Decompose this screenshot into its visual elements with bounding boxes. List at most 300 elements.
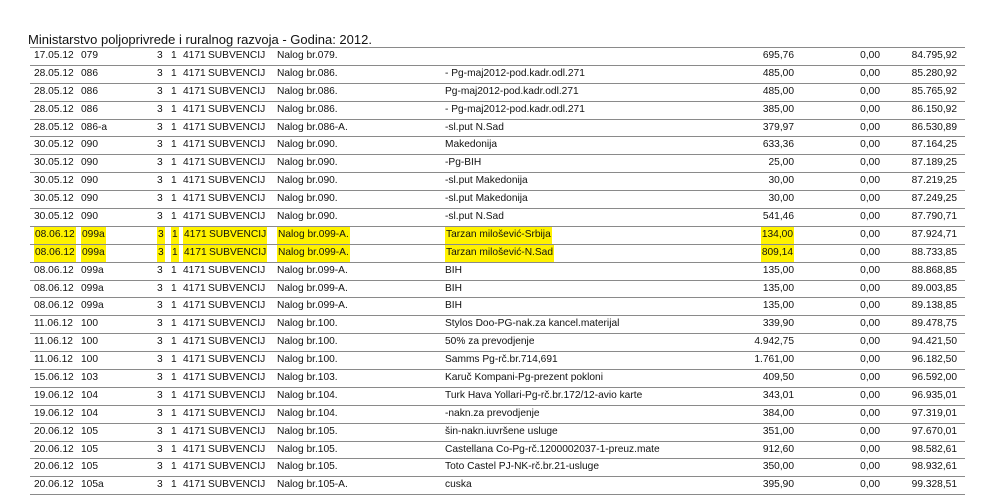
amount: 339,90 xyxy=(762,318,794,330)
entry-number: 090 xyxy=(81,175,98,187)
account-type: SUBVENCIJ xyxy=(208,264,266,276)
running-total: 84.795,92 xyxy=(911,50,957,61)
running-total: 98.582,61 xyxy=(911,443,957,455)
amount: 351,00 xyxy=(762,425,794,437)
class-code: 3 xyxy=(157,461,163,473)
amount: 395,90 xyxy=(762,479,794,491)
account-code: 4171 xyxy=(183,264,206,276)
class-code: 3 xyxy=(157,157,163,169)
account-code: 4171 xyxy=(183,103,206,115)
description: -sl.put N.Sad xyxy=(445,121,504,133)
sub-code: 1 xyxy=(171,300,177,312)
amount: 385,00 xyxy=(762,103,794,115)
amount: 4.942,75 xyxy=(754,336,794,348)
account-code: 4171 xyxy=(183,318,206,330)
payment-order: Nalog br.086. xyxy=(277,67,338,79)
table-row xyxy=(30,388,965,406)
entry-date: 30.05.12 xyxy=(34,175,74,187)
entry-date: 28.05.12 xyxy=(34,121,74,133)
description: Pg-maj2012-pod.kadr.odl.271 xyxy=(445,85,579,97)
entry-date: 30.05.12 xyxy=(34,139,74,151)
account-code: 4171 xyxy=(183,67,206,79)
credit-amount: 0,00 xyxy=(860,389,880,401)
account-type: SUBVENCIJ xyxy=(208,300,266,312)
account-code: 4171 xyxy=(183,354,206,366)
amount: 135,00 xyxy=(762,282,794,294)
sub-code: 1 xyxy=(171,461,177,473)
description: Samms Pg-rč.br.714,691 xyxy=(445,354,558,366)
entry-number: 099a xyxy=(81,300,104,312)
credit-amount: 0,00 xyxy=(860,175,880,187)
payment-order: Nalog br.100. xyxy=(277,354,338,366)
running-total: 86.530,89 xyxy=(911,121,957,133)
account-type: SUBVENCIJ xyxy=(208,50,266,61)
entry-number: 100 xyxy=(81,354,98,366)
table-row xyxy=(30,406,965,424)
sub-code: 1 xyxy=(171,479,177,491)
description: Toto Castel PJ-NK-rč.br.21-usluge xyxy=(445,461,600,473)
table-row xyxy=(30,370,965,388)
table-row xyxy=(30,263,965,281)
running-total: 88.733,85 xyxy=(911,246,957,258)
entry-date: 19.06.12 xyxy=(34,407,74,419)
table-row xyxy=(30,477,965,495)
sub-code: 1 xyxy=(171,175,177,187)
description: cuska xyxy=(445,479,472,491)
amount: 485,00 xyxy=(762,85,794,97)
running-total: 99.328,51 xyxy=(911,479,957,491)
sub-code: 1 xyxy=(171,103,177,115)
credit-amount: 0,00 xyxy=(860,246,880,258)
payment-order: Nalog br.090. xyxy=(277,139,338,151)
amount: 409,50 xyxy=(762,372,794,384)
amount: 30,00 xyxy=(768,193,794,205)
entry-number: 105 xyxy=(81,425,98,437)
description: -Pg-BIH xyxy=(445,157,482,169)
description: Tarzan milošević-Srbija xyxy=(445,227,552,244)
description: -sl.put Makedonija xyxy=(445,175,528,187)
entry-number: 090 xyxy=(81,139,98,151)
amount: 379,97 xyxy=(762,121,794,133)
entry-date: 17.05.12 xyxy=(34,50,74,61)
credit-amount: 0,00 xyxy=(860,228,880,240)
entry-date: 28.05.12 xyxy=(34,103,74,115)
class-code: 3 xyxy=(157,227,165,244)
amount: 485,00 xyxy=(762,67,794,79)
running-total: 87.164,25 xyxy=(911,139,957,151)
class-code: 3 xyxy=(157,282,163,294)
class-code: 3 xyxy=(157,443,163,455)
running-total: 85.280,92 xyxy=(911,67,957,79)
class-code: 3 xyxy=(157,264,163,276)
description: -sl.put N.Sad xyxy=(445,211,504,223)
table-row xyxy=(30,316,965,334)
running-total: 98.932,61 xyxy=(911,461,957,473)
class-code: 3 xyxy=(157,245,165,262)
running-total: 89.138,85 xyxy=(911,300,957,312)
class-code: 3 xyxy=(157,175,163,187)
account-type: SUBVENCIJ xyxy=(208,103,266,115)
account-type: SUBVENCIJ xyxy=(208,139,266,151)
account-type: SUBVENCIJ xyxy=(208,245,267,262)
credit-amount: 0,00 xyxy=(860,461,880,473)
table-row xyxy=(30,424,965,442)
entry-number: 090 xyxy=(81,211,98,223)
payment-order: Nalog br.086. xyxy=(277,103,338,115)
payment-order: Nalog br.099-A. xyxy=(277,227,350,244)
account-type: SUBVENCIJ xyxy=(208,193,266,205)
amount: 343,01 xyxy=(762,389,794,401)
class-code: 3 xyxy=(157,103,163,115)
description: 50% za prevodjenje xyxy=(445,336,535,348)
entry-date: 11.06.12 xyxy=(34,336,73,348)
running-total: 96.182,50 xyxy=(911,354,957,366)
credit-amount: 0,00 xyxy=(860,50,880,61)
account-code: 4171 xyxy=(183,139,206,151)
class-code: 3 xyxy=(157,425,163,437)
account-type: SUBVENCIJ xyxy=(208,372,266,384)
amount: 135,00 xyxy=(762,300,794,312)
sub-code: 1 xyxy=(171,372,177,384)
credit-amount: 0,00 xyxy=(860,372,880,384)
entry-number: 099a xyxy=(81,227,106,244)
payment-order: Nalog br.100. xyxy=(277,318,338,330)
table-row xyxy=(30,209,965,227)
description: Stylos Doo-PG-nak.za kancel.materijal xyxy=(445,318,620,330)
sub-code: 1 xyxy=(171,407,177,419)
account-type: SUBVENCIJ xyxy=(208,479,266,491)
description: BIH xyxy=(445,264,462,276)
class-code: 3 xyxy=(157,300,163,312)
entry-number: 105 xyxy=(81,461,98,473)
entry-date: 11.06.12 xyxy=(34,354,73,366)
class-code: 3 xyxy=(157,372,163,384)
account-type: SUBVENCIJ xyxy=(208,407,266,419)
account-type: SUBVENCIJ xyxy=(208,443,266,455)
amount: 350,00 xyxy=(762,461,794,473)
account-type: SUBVENCIJ xyxy=(208,67,266,79)
table-row xyxy=(30,191,965,209)
account-type: SUBVENCIJ xyxy=(208,121,266,133)
entry-date: 28.05.12 xyxy=(34,85,74,97)
entry-number: 104 xyxy=(81,407,98,419)
account-type: SUBVENCIJ xyxy=(208,175,266,187)
ledger-table xyxy=(30,47,965,495)
credit-amount: 0,00 xyxy=(860,300,880,312)
running-total: 97.319,01 xyxy=(911,407,957,419)
credit-amount: 0,00 xyxy=(860,282,880,294)
description: -nakn.za prevodjenje xyxy=(445,407,540,419)
payment-order: Nalog br.105-A. xyxy=(277,479,348,491)
sub-code: 1 xyxy=(171,443,177,455)
running-total: 96.935,01 xyxy=(911,389,957,401)
table-row xyxy=(30,442,965,460)
credit-amount: 0,00 xyxy=(860,193,880,205)
account-type: SUBVENCIJ xyxy=(208,318,266,330)
entry-date: 08.06.12 xyxy=(34,245,76,262)
entry-date: 15.06.12 xyxy=(34,372,74,384)
sub-code: 1 xyxy=(171,264,177,276)
payment-order: Nalog br.099-A. xyxy=(277,300,348,312)
account-code: 4171 xyxy=(183,372,206,384)
entry-number: 100 xyxy=(81,318,98,330)
account-code: 4171 xyxy=(183,407,206,419)
payment-order: Nalog br.099-A. xyxy=(277,245,350,262)
credit-amount: 0,00 xyxy=(860,354,880,366)
amount: 1.761,00 xyxy=(754,354,794,366)
payment-order: Nalog br.099-A. xyxy=(277,282,348,294)
class-code: 3 xyxy=(157,479,163,491)
account-code: 4171 xyxy=(183,300,206,312)
payment-order: Nalog br.103. xyxy=(277,372,338,384)
table-row xyxy=(30,298,965,316)
entry-number: 086 xyxy=(81,85,98,97)
account-type: SUBVENCIJ xyxy=(208,227,267,244)
amount: 135,00 xyxy=(762,264,794,276)
entry-date: 20.06.12 xyxy=(34,461,74,473)
account-code: 4171 xyxy=(183,211,206,223)
account-code: 4171 xyxy=(183,85,206,97)
account-code: 4171 xyxy=(183,282,206,294)
entry-number: 086-a xyxy=(81,121,108,133)
entry-date: 30.05.12 xyxy=(34,157,74,169)
description: šin-nakn.iuvršene usluge xyxy=(445,425,558,437)
account-code: 4171 xyxy=(183,443,206,455)
entry-number: 079 xyxy=(81,50,98,61)
sub-code: 1 xyxy=(171,227,179,244)
credit-amount: 0,00 xyxy=(860,264,880,276)
class-code: 3 xyxy=(157,50,163,61)
class-code: 3 xyxy=(157,318,163,330)
class-code: 3 xyxy=(157,85,163,97)
sub-code: 1 xyxy=(171,193,177,205)
running-total: 94.421,50 xyxy=(911,336,957,348)
account-code: 4171 xyxy=(183,175,206,187)
account-code: 4171 xyxy=(183,50,206,61)
payment-order: Nalog br.086. xyxy=(277,85,338,97)
payment-order: Nalog br.105. xyxy=(277,461,338,473)
class-code: 3 xyxy=(157,354,163,366)
payment-order: Nalog br.090. xyxy=(277,211,338,223)
account-type: SUBVENCIJ xyxy=(208,425,266,437)
account-code: 4171 xyxy=(183,336,206,348)
table-row xyxy=(30,334,965,352)
table-row xyxy=(30,281,965,299)
account-code: 4171 xyxy=(183,193,206,205)
sub-code: 1 xyxy=(171,389,177,401)
payment-order: Nalog br.105. xyxy=(277,443,338,455)
entry-number: 099a xyxy=(81,282,104,294)
table-row xyxy=(30,245,965,263)
table-row xyxy=(30,47,965,66)
running-total: 87.790,71 xyxy=(911,211,957,223)
description: Tarzan milošević-N.Sad xyxy=(445,245,554,262)
class-code: 3 xyxy=(157,211,163,223)
entry-date: 08.06.12 xyxy=(34,227,76,244)
description: Castellana Co-Pg-rč.1200002037-1-preuz.mate xyxy=(445,443,660,455)
amount: 134,00 xyxy=(761,227,794,244)
sub-code: 1 xyxy=(171,85,177,97)
amount: 633,36 xyxy=(762,139,794,151)
account-code: 4171 xyxy=(183,389,206,401)
payment-order: Nalog br.104. xyxy=(277,389,338,401)
payment-order: Nalog br.086-A. xyxy=(277,121,348,133)
credit-amount: 0,00 xyxy=(860,211,880,223)
table-row xyxy=(30,459,965,477)
credit-amount: 0,00 xyxy=(860,443,880,455)
running-total: 89.003,85 xyxy=(911,282,957,294)
table-row xyxy=(30,352,965,370)
table-row xyxy=(30,137,965,155)
account-code: 4171 xyxy=(183,479,206,491)
credit-amount: 0,00 xyxy=(860,103,880,115)
amount: 384,00 xyxy=(762,407,794,419)
amount: 25,00 xyxy=(768,157,794,169)
payment-order: Nalog br.079. xyxy=(277,50,338,61)
account-type: SUBVENCIJ xyxy=(208,389,266,401)
account-type: SUBVENCIJ xyxy=(208,157,266,169)
running-total: 87.219,25 xyxy=(911,175,957,187)
sub-code: 1 xyxy=(171,139,177,151)
class-code: 3 xyxy=(157,67,163,79)
credit-amount: 0,00 xyxy=(860,157,880,169)
sub-code: 1 xyxy=(171,354,177,366)
entry-date: 08.06.12 xyxy=(34,282,74,294)
payment-order: Nalog br.105. xyxy=(277,425,338,437)
running-total: 89.478,75 xyxy=(911,318,957,330)
running-total: 96.592,00 xyxy=(911,372,957,384)
entry-date: 19.06.12 xyxy=(34,389,74,401)
account-code: 4171 xyxy=(183,245,208,262)
description: Karuč Kompani-Pg-prezent pokloni xyxy=(445,372,603,384)
running-total: 88.868,85 xyxy=(911,264,957,276)
entry-date: 08.06.12 xyxy=(34,264,74,276)
payment-order: Nalog br.090. xyxy=(277,157,338,169)
credit-amount: 0,00 xyxy=(860,318,880,330)
table-row xyxy=(30,155,965,173)
class-code: 3 xyxy=(157,139,163,151)
credit-amount: 0,00 xyxy=(860,425,880,437)
amount: 912,60 xyxy=(762,443,794,455)
payment-order: Nalog br.090. xyxy=(277,175,338,187)
description: BIH xyxy=(445,300,462,312)
sub-code: 1 xyxy=(171,245,179,262)
credit-amount: 0,00 xyxy=(860,479,880,491)
class-code: 3 xyxy=(157,121,163,133)
entry-number: 100 xyxy=(81,336,98,348)
table-row xyxy=(30,173,965,191)
account-type: SUBVENCIJ xyxy=(208,85,266,97)
running-total: 86.150,92 xyxy=(911,103,957,115)
description: Turk Hava Yollari-Pg-rč.br.172/12-avio karte xyxy=(445,389,643,401)
table-row xyxy=(30,84,965,102)
entry-number: 086 xyxy=(81,103,98,115)
payment-order: Nalog br.090. xyxy=(277,193,338,205)
account-code: 4171 xyxy=(183,461,206,473)
account-type: SUBVENCIJ xyxy=(208,211,266,223)
entry-number: 090 xyxy=(81,157,98,169)
table-row xyxy=(30,120,965,138)
account-code: 4171 xyxy=(183,121,206,133)
account-code: 4171 xyxy=(183,425,206,437)
payment-order: Nalog br.099-A. xyxy=(277,264,348,276)
entry-date: 20.06.12 xyxy=(34,425,74,437)
payment-order: Nalog br.104. xyxy=(277,407,338,419)
account-code: 4171 xyxy=(183,227,208,244)
sub-code: 1 xyxy=(171,425,177,437)
table-row xyxy=(30,102,965,120)
entry-number: 104 xyxy=(81,389,98,401)
credit-amount: 0,00 xyxy=(860,407,880,419)
credit-amount: 0,00 xyxy=(860,67,880,79)
sub-code: 1 xyxy=(171,282,177,294)
credit-amount: 0,00 xyxy=(860,121,880,133)
sub-code: 1 xyxy=(171,211,177,223)
sub-code: 1 xyxy=(171,157,177,169)
running-total: 97.670,01 xyxy=(911,425,957,437)
amount: 695,76 xyxy=(762,50,794,61)
entry-date: 20.06.12 xyxy=(34,443,74,455)
credit-amount: 0,00 xyxy=(860,336,880,348)
sub-code: 1 xyxy=(171,50,177,61)
sub-code: 1 xyxy=(171,318,177,330)
account-type: SUBVENCIJ xyxy=(208,282,266,294)
sub-code: 1 xyxy=(171,336,177,348)
running-total: 87.189,25 xyxy=(911,157,957,169)
entry-number: 099a xyxy=(81,245,106,262)
running-total: 85.765,92 xyxy=(911,85,957,97)
page-title: Ministarstvo poljoprivrede i ruralnog razvoja - Godina: 2012. xyxy=(28,32,372,47)
description: BIH xyxy=(445,282,462,294)
sub-code: 1 xyxy=(171,67,177,79)
entry-date: 11.06.12 xyxy=(34,318,73,330)
amount: 809,14 xyxy=(761,245,794,262)
account-type: SUBVENCIJ xyxy=(208,354,266,366)
entry-number: 086 xyxy=(81,67,98,79)
account-code: 4171 xyxy=(183,157,206,169)
account-type: SUBVENCIJ xyxy=(208,336,266,348)
entry-date: 30.05.12 xyxy=(34,193,74,205)
class-code: 3 xyxy=(157,407,163,419)
description: - Pg-maj2012-pod.kadr.odl.271 xyxy=(445,67,585,79)
description: -sl.put Makedonija xyxy=(445,193,528,205)
description: Makedonija xyxy=(445,139,498,151)
class-code: 3 xyxy=(157,389,163,401)
amount: 30,00 xyxy=(768,175,794,187)
amount: 541,46 xyxy=(762,211,794,223)
entry-date: 28.05.12 xyxy=(34,67,74,79)
entry-date: 20.06.12 xyxy=(34,479,74,491)
entry-number: 090 xyxy=(81,193,98,205)
entry-number: 103 xyxy=(81,372,98,384)
running-total: 87.249,25 xyxy=(911,193,957,205)
entry-number: 105a xyxy=(81,479,104,491)
payment-order: Nalog br.100. xyxy=(277,336,338,348)
entry-date: 30.05.12 xyxy=(34,211,74,223)
account-type: SUBVENCIJ xyxy=(208,461,266,473)
entry-number: 105 xyxy=(81,443,98,455)
class-code: 3 xyxy=(157,193,163,205)
sub-code: 1 xyxy=(171,121,177,133)
description: - Pg-maj2012-pod.kadr.odl.271 xyxy=(445,103,585,115)
class-code: 3 xyxy=(157,336,163,348)
entry-date: 08.06.12 xyxy=(34,300,74,312)
table-row xyxy=(30,66,965,84)
credit-amount: 0,00 xyxy=(860,139,880,151)
credit-amount: 0,00 xyxy=(860,85,880,97)
running-total: 87.924,71 xyxy=(911,228,957,240)
entry-number: 099a xyxy=(81,264,104,276)
